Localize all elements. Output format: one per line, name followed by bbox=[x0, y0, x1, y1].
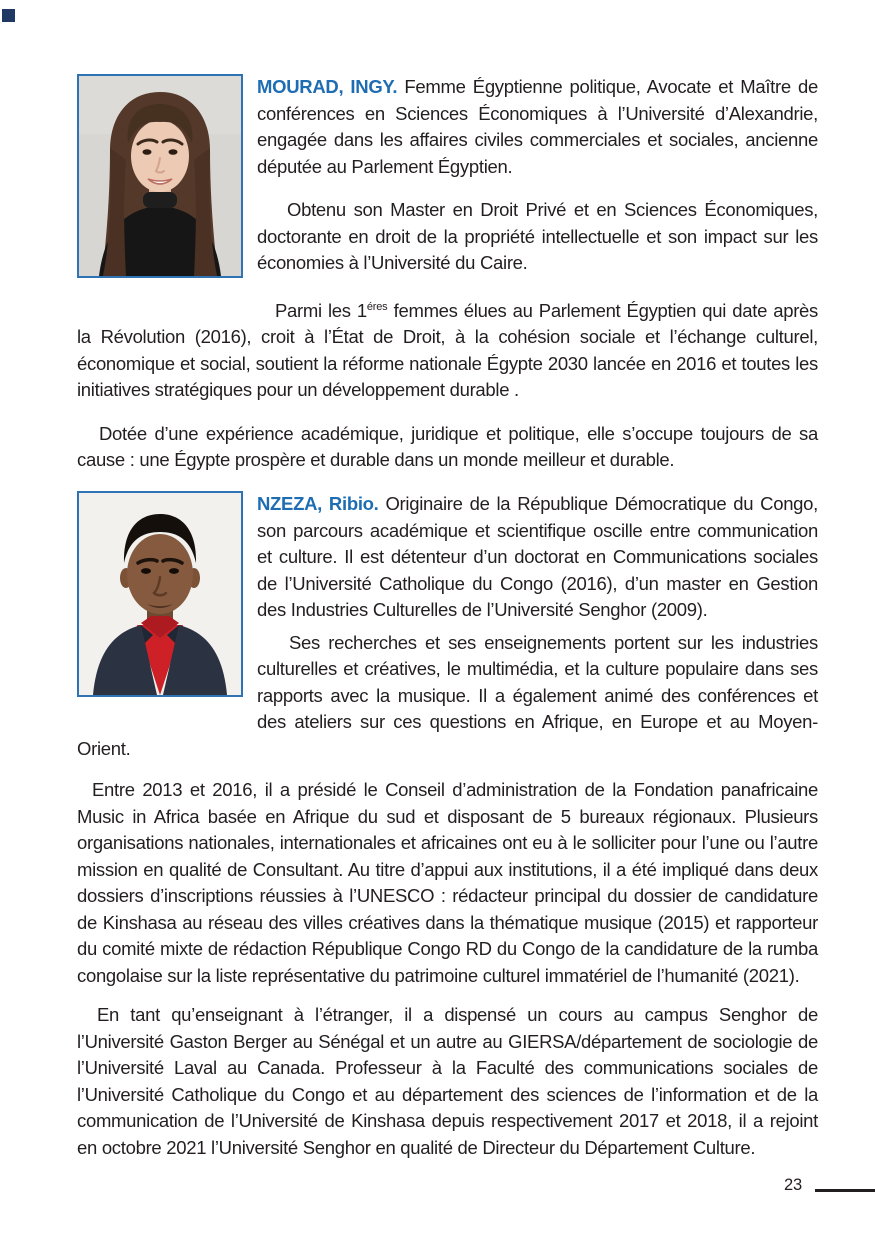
portrait-photo-nzeza bbox=[77, 491, 243, 697]
page-number: 23 bbox=[784, 1176, 802, 1194]
portrait-photo-mourad bbox=[77, 74, 243, 278]
bio-paragraph-text: Parmi les 1 bbox=[275, 299, 367, 321]
bio-paragraph bbox=[77, 777, 818, 989]
bio-name-nzeza: NZEZA, Ribio. bbox=[257, 493, 379, 514]
bio-entry-nzeza bbox=[77, 491, 818, 1161]
bio-intro-text: Originaire de la République Démocratique du Congo, son parcours académique et scientifique oscille entre communication et culture. Il est détenteur d’un doctorat en Communications sociales de l’Université Catholique du Congo (2016), d’un master en Gestion des Industries Culturelles de l’Université Senghor (2009). bbox=[257, 493, 819, 620]
bio-paragraph-text: Entre 2013 et 2016, il a présidé le Conseil d’administration de la Fondation panafricaine Music in Africa basée en Afrique du sud et disposant de 5 bureaux régionaux. Plusieurs organisations nationales, internationales et africaines ont eu à le solliciter pour l’une ou l’autre mission en qualité de Consultant. Au titre d’appui aux institutions, il a été impliqué dans deux dossiers d’inscriptions réussies à l’UNESCO : rédacteur principal du dossier de candidature de Kinshasa au réseau des villes créatives dans la thématique musique (2015) et rapporteur du comité mixte de rédaction République Congo RD du Congo de la candidature de la rumba congolaise sur la liste représentative du patrimoine culturel immatériel de l’humanité (2021). bbox=[77, 779, 818, 986]
bio-paragraph-text: En tant qu’enseignant à l’étranger, il a dispensé un cours au campus Senghor de l’Université Gaston Berger au Sénégal et un autre au GIERSA/département de sociologie de l’Université Laval au Canada. Professeur à la Faculté des communications sociales de l’Université Catholique du Congo et au département des sciences de l’information et de la communication de l’Université de Kinshasa depuis respectivement 2017 et 2018, il a rejoint en octobre 2021 l’Université Senghor en qualité de Directeur du Département Culture. bbox=[77, 1004, 818, 1158]
bio-paragraph bbox=[77, 421, 818, 474]
corner-mark-square bbox=[2, 9, 15, 22]
bio-paragraph bbox=[77, 294, 818, 404]
man-portrait-illustration bbox=[79, 493, 241, 695]
bio-paragraph bbox=[77, 1002, 818, 1161]
ordinal-superscript: éres bbox=[366, 300, 388, 313]
bio-paragraph-text: Dotée d’une expérience académique, juridique et politique, elle s’occupe toujours de sa cause : une Égypte prospère et durable dans un monde meilleur et durable. bbox=[77, 422, 818, 470]
bio-paragraph-text: Ses recherches et ses enseignements portent sur les industries culturelles et créatives, le multimédia, et la culture populaire dans ses rapports avec la musique. Il a également animé des conférences et des ateliers sur ces questions en Afrique, en Europe et au Moyen-Orient. bbox=[77, 631, 818, 759]
bio-name-mourad: MOURAD, INGY. bbox=[257, 76, 398, 97]
bio-intro-text: Femme Égyptienne politique, Avocate et Maître de conférences en Sciences Économiques à l’Université d’Alexandrie, engagée dans les affaires civiles commerciales et sociales, ancienne députée au Parlement Égyptien. bbox=[257, 76, 818, 177]
bio-paragraph-text: femmes élues au Parlement Égyptien qui date après la Révolution (2016), croit à l’État de Droit, à la cohésion sociale et l’échange culturel, économique et social, soutient la réforme nationale Égypte 2030 lancée en 2016 et toutes les initiatives stratégiques pour un développement durable . bbox=[77, 299, 818, 400]
bio-entry-mourad bbox=[77, 74, 818, 474]
bio-paragraph-text: Obtenu son Master en Droit Privé et en Sciences Économiques, doctorante en droit de la propriété intellectuelle et son impact sur les économies à l’Université du Caire. bbox=[257, 199, 818, 273]
woman-portrait-illustration bbox=[79, 76, 241, 276]
footer-rule bbox=[815, 1189, 875, 1192]
